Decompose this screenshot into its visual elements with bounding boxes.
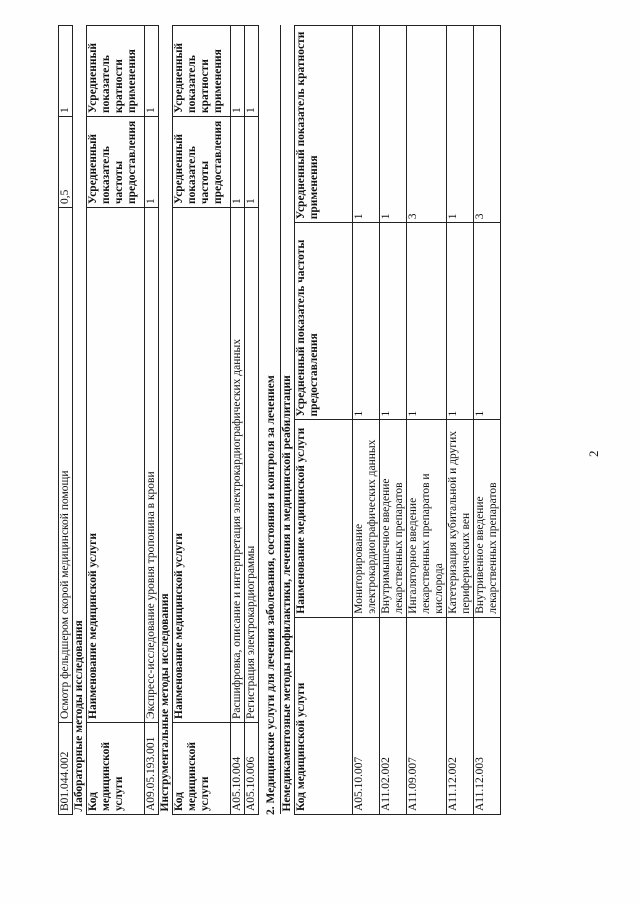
table-row xyxy=(474,26,501,815)
tables-content xyxy=(58,25,501,815)
table-row xyxy=(380,26,407,815)
frequency-value: 1 xyxy=(231,117,245,208)
table-row xyxy=(447,26,474,815)
service-code: B01.044.002 xyxy=(59,723,73,815)
service-code: A05.10.004 xyxy=(231,723,245,815)
header-frequency: Усредненный показатель частоты предоставления xyxy=(173,117,231,208)
table-row xyxy=(145,26,159,815)
service-name: Внутримышечное введение лекарственных препаратов xyxy=(380,420,407,617)
section-row xyxy=(159,26,173,815)
service-name: Ингаляторное введение лекарственных препаратов и кислорода xyxy=(407,420,447,617)
service-code: A11.02.002 xyxy=(380,617,407,814)
table-header-row xyxy=(173,26,231,815)
frequency-value: 1 xyxy=(407,223,447,420)
header-multiplicity: Усредненный показатель кратности применения xyxy=(295,26,353,223)
header-multiplicity: Усредненный показатель кратности применения xyxy=(173,26,231,117)
service-name: Внутривенное введение лекарственных препаратов xyxy=(474,420,501,617)
service-code: A11.09.007 xyxy=(407,617,447,814)
multiplicity-value: 1 xyxy=(447,26,474,223)
lab-section-title: Лабораторные методы исследования xyxy=(73,26,87,815)
table-row xyxy=(353,26,380,815)
service-name: Регистрация электрокардиограммы xyxy=(245,208,259,723)
frequency-value: 1 xyxy=(380,223,407,420)
frequency-value: 1 xyxy=(145,117,159,208)
table-row xyxy=(407,26,447,815)
multiplicity-value: 3 xyxy=(407,26,447,223)
services-table xyxy=(58,25,259,815)
table-header-row xyxy=(295,26,353,815)
header-frequency: Усредненный показатель частоты предоставления xyxy=(295,223,353,420)
frequency-value: 1 xyxy=(245,117,259,208)
multiplicity-value: 3 xyxy=(474,26,501,223)
service-code: A11.12.002 xyxy=(447,617,474,814)
service-code: A05.10.006 xyxy=(245,723,259,815)
header-multiplicity: Усредненный показатель кратности применения xyxy=(87,26,145,117)
service-code: A11.12.003 xyxy=(474,617,501,814)
service-name: Расшифровка, описание и интерпретация электрокардиографических данных xyxy=(231,208,245,723)
multiplicity-value: 1 xyxy=(145,26,159,117)
service-code: A09.05.193.001 xyxy=(145,723,159,815)
multiplicity-value: 1 xyxy=(380,26,407,223)
header-frequency: Усредненный показатель частоты предоставления xyxy=(87,117,145,208)
header-code: Код медицинской услуги xyxy=(173,723,231,815)
service-code: A05.10.007 xyxy=(353,617,380,814)
multiplicity-value: 1 xyxy=(59,26,73,117)
header-code: Код медицинской услуги xyxy=(295,617,353,814)
table-row xyxy=(245,26,259,815)
service-name: Мониторирование электрокардиографических данных xyxy=(353,420,380,617)
section-row xyxy=(281,26,295,815)
page-number: 2 xyxy=(586,450,601,457)
header-name: Наименование медицинской услуги xyxy=(173,208,231,723)
table-row xyxy=(59,26,73,815)
treatment-services-table xyxy=(280,25,501,815)
service-name: Катетеризация кубитальной и других периферических вен xyxy=(447,420,474,617)
service-name: Экспресс-исследование уровня тропонина в крови xyxy=(145,208,159,723)
frequency-value: 1 xyxy=(353,223,380,420)
frequency-value: 1 xyxy=(474,223,501,420)
section2-title: 2. Медицинские услуги для лечения заболевания, состояния и контроля за лечением xyxy=(265,375,277,815)
header-code: Код медицинской услуги xyxy=(87,723,145,815)
table-row xyxy=(231,26,245,815)
service-name: Осмотр фельдшером скорой медицинской помощи xyxy=(59,208,73,723)
section2-subtitle: Немедикаментозные методы профилактики, лечения и медицинской реабилитации xyxy=(281,26,295,815)
header-name: Наименование медицинской услуги xyxy=(87,208,145,723)
instr-section-title: Инструментальные методы исследования xyxy=(159,26,173,815)
header-name: Наименование медицинской услуги xyxy=(295,420,353,617)
section-row xyxy=(73,26,87,815)
table-header-row xyxy=(87,26,145,815)
frequency-value: 0,5 xyxy=(59,117,73,208)
frequency-value: 1 xyxy=(447,223,474,420)
multiplicity-value: 1 xyxy=(353,26,380,223)
multiplicity-value: 1 xyxy=(245,26,259,117)
multiplicity-value: 1 xyxy=(231,26,245,117)
